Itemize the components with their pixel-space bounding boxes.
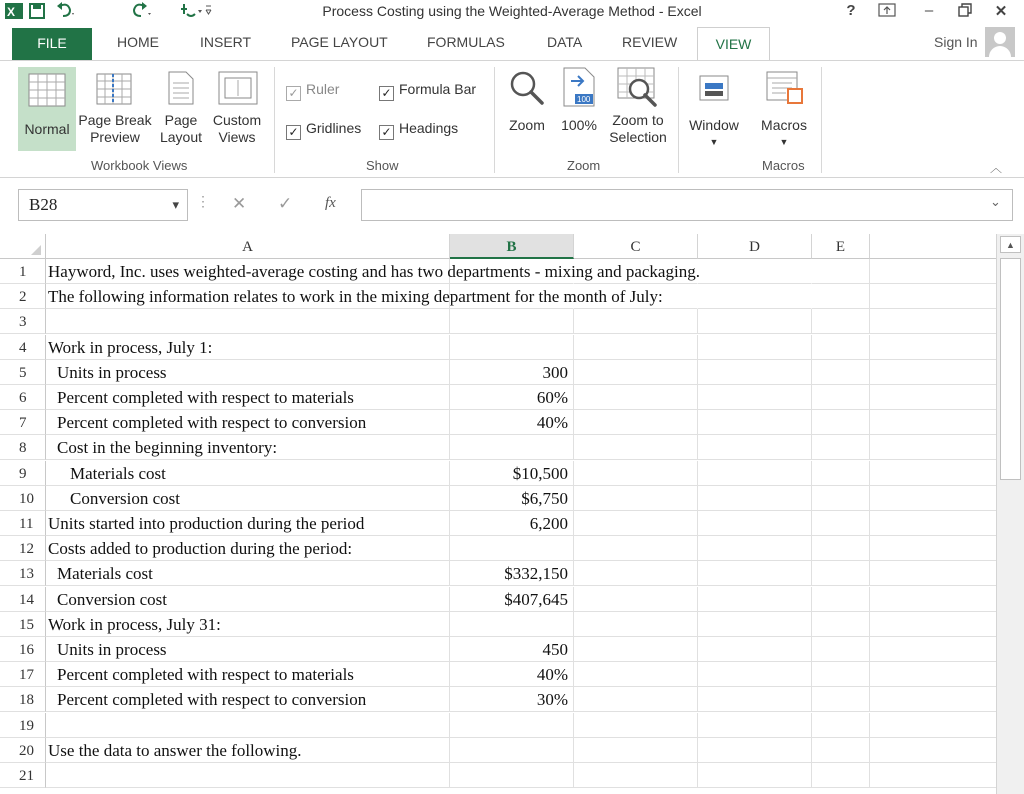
row-header[interactable]: 10 — [0, 486, 46, 511]
ribbon-tabs — [0, 26, 1024, 60]
cell-f[interactable] — [870, 612, 996, 637]
cell-e[interactable] — [812, 309, 870, 334]
row-header[interactable]: 14 — [0, 587, 46, 612]
cell-e[interactable] — [812, 536, 870, 561]
cell-e[interactable] — [812, 486, 870, 511]
table-row — [0, 461, 996, 486]
row-header[interactable]: 8 — [0, 435, 46, 460]
group-divider — [821, 67, 822, 173]
column-header-e[interactable]: E — [812, 234, 870, 259]
cell-d[interactable] — [698, 461, 812, 486]
cell-d[interactable] — [698, 738, 812, 763]
page-break-preview-label[interactable]: Page Break Preview — [78, 112, 152, 145]
table-row — [0, 687, 996, 712]
collapse-ribbon-chevron-up-icon[interactable]: ︿ — [990, 161, 1003, 175]
cell-c[interactable] — [574, 410, 698, 435]
svg-text:100: 100 — [577, 95, 591, 104]
macros-button[interactable]: Macros ▼ — [761, 117, 807, 147]
formula-bar — [0, 178, 1024, 234]
cell-b[interactable] — [450, 335, 574, 360]
table-row — [0, 410, 996, 435]
cell-f[interactable] — [870, 385, 996, 410]
title-bar — [0, 0, 1024, 26]
cell-e[interactable] — [812, 385, 870, 410]
normal-view-icon — [28, 73, 66, 107]
row-header[interactable]: 12 — [0, 536, 46, 561]
column-header-c[interactable]: C — [574, 234, 698, 259]
table-row — [0, 284, 996, 309]
cell-b[interactable] — [450, 309, 574, 334]
cell-e[interactable] — [812, 435, 870, 460]
cell-e[interactable] — [812, 410, 870, 435]
custom-views-label[interactable]: Custom Views — [212, 112, 262, 145]
cell-b[interactable]: $6,750 — [450, 486, 574, 511]
cell-d[interactable] — [698, 435, 812, 460]
table-row — [0, 738, 996, 763]
cell-d[interactable] — [698, 486, 812, 511]
zoom-100-icon[interactable] — [563, 67, 595, 107]
row-header[interactable]: 19 — [0, 713, 46, 738]
cell-a[interactable]: Materials cost — [46, 561, 450, 586]
cell-d[interactable] — [698, 536, 812, 561]
gridlines-checkbox[interactable]: ✓ Gridlines — [286, 120, 361, 140]
cell-e[interactable] — [812, 713, 870, 738]
table-row — [0, 637, 996, 662]
row-header[interactable]: 11 — [0, 511, 46, 536]
cell-d[interactable] — [698, 612, 812, 637]
zoom-to-selection-icon[interactable] — [617, 67, 661, 107]
cell-f[interactable] — [870, 435, 996, 460]
cell-f[interactable] — [870, 587, 996, 612]
row-header[interactable]: 17 — [0, 662, 46, 687]
cell-a[interactable]: Conversion cost — [46, 486, 450, 511]
cell-f[interactable] — [870, 486, 996, 511]
cancel-icon[interactable]: ✕ — [232, 194, 247, 213]
cell-c[interactable] — [574, 687, 698, 712]
table-row — [0, 763, 996, 788]
cell-e[interactable] — [812, 587, 870, 612]
expand-formula-bar-chevron-icon[interactable]: ⌄ — [990, 194, 1001, 209]
cell-b[interactable]: 30% — [450, 687, 574, 712]
cell-e[interactable] — [812, 687, 870, 712]
row-header[interactable]: 7 — [0, 410, 46, 435]
column-header-d[interactable]: D — [698, 234, 812, 259]
cell-f[interactable] — [870, 738, 996, 763]
tab-formulas[interactable]: FORMULAS — [427, 34, 505, 50]
cell-d[interactable] — [698, 511, 812, 536]
cell-f[interactable] — [870, 309, 996, 334]
formula-bar-checkbox[interactable]: ✓ Formula Bar — [379, 81, 476, 101]
table-row — [0, 335, 996, 360]
cell-b[interactable] — [450, 612, 574, 637]
cell-d[interactable] — [698, 335, 812, 360]
cell-a[interactable] — [46, 763, 450, 788]
cell-a[interactable]: Materials cost — [46, 461, 450, 486]
group-divider — [494, 67, 495, 173]
cell-b[interactable] — [450, 763, 574, 788]
window-icon[interactable] — [697, 75, 731, 101]
zoom-to-selection-button[interactable]: Zoom to Selection — [609, 112, 667, 145]
group-label-show: Show — [366, 158, 399, 173]
cell-e[interactable] — [812, 662, 870, 687]
cell-b[interactable] — [450, 738, 574, 763]
vertical-scrollbar[interactable] — [996, 234, 1024, 794]
formula-bar-check-icon: ✓ — [379, 86, 394, 101]
ruler-check-icon: ✓ — [286, 86, 301, 101]
worksheet-grid — [0, 234, 996, 794]
page-break-preview-icon[interactable] — [96, 73, 132, 105]
cell-e[interactable] — [812, 360, 870, 385]
select-all-corner[interactable] — [0, 234, 46, 259]
table-row — [0, 360, 996, 385]
chevron-down-icon[interactable]: ▾ — [172, 197, 179, 212]
minimize-button[interactable]: – — [924, 2, 934, 19]
row-header[interactable]: 20 — [0, 738, 46, 763]
cell-d[interactable] — [698, 360, 812, 385]
cell-e[interactable] — [812, 738, 870, 763]
cell-d[interactable] — [698, 385, 812, 410]
row-header[interactable]: 4 — [0, 335, 46, 360]
cell-f[interactable] — [870, 259, 996, 284]
scroll-thumb[interactable] — [1000, 258, 1021, 480]
zoom-magnifier-icon[interactable] — [508, 69, 546, 107]
tab-insert[interactable]: INSERT — [200, 34, 252, 50]
cell-f[interactable] — [870, 511, 996, 536]
group-divider — [678, 67, 679, 173]
row-header[interactable]: 13 — [0, 561, 46, 586]
normal-label: Normal — [24, 121, 70, 137]
cell-f[interactable] — [870, 410, 996, 435]
table-row — [0, 662, 996, 687]
row-header[interactable]: 5 — [0, 360, 46, 385]
column-header-a[interactable]: A — [46, 234, 450, 259]
custom-views-icon[interactable] — [218, 71, 258, 105]
restore-icon[interactable] — [952, 2, 978, 22]
insert-function-icon[interactable]: fx — [325, 195, 336, 211]
row-header[interactable]: 16 — [0, 637, 46, 662]
tab-view[interactable]: VIEW — [697, 27, 770, 61]
cell-d[interactable] — [698, 561, 812, 586]
table-row — [0, 612, 996, 637]
cell-a[interactable]: The following information relates to work in the mixing department for the month of July: — [46, 284, 450, 309]
sign-in-link[interactable]: Sign In — [934, 34, 978, 50]
cell-f[interactable] — [870, 561, 996, 586]
cell-c[interactable] — [574, 637, 698, 662]
group-label-zoom: Zoom — [567, 158, 601, 173]
help-button[interactable]: ? — [846, 2, 856, 19]
group-divider — [274, 67, 275, 173]
cell-e[interactable] — [812, 511, 870, 536]
cell-a[interactable]: Conversion cost — [46, 587, 450, 612]
tab-file[interactable]: FILE — [12, 28, 92, 60]
cell-a[interactable]: Percent completed with respect to materials — [46, 385, 450, 410]
cell-a[interactable]: Costs added to production during the period: — [46, 536, 450, 561]
tab-page-layout[interactable]: PAGE LAYOUT — [291, 34, 388, 50]
cell-a[interactable]: Units started into production during the period — [46, 511, 450, 536]
cell-a[interactable]: Percent completed with respect to conversion — [46, 410, 450, 435]
row-header[interactable]: 3 — [0, 309, 46, 334]
cell-e[interactable] — [812, 284, 870, 309]
cell-b[interactable] — [450, 536, 574, 561]
table-row — [0, 713, 996, 738]
cell-c[interactable] — [574, 536, 698, 561]
table-row — [0, 536, 996, 561]
cell-b[interactable]: 300 — [450, 360, 574, 385]
cell-c[interactable] — [574, 738, 698, 763]
cell-b[interactable]: $10,500 — [450, 461, 574, 486]
cell-c[interactable] — [574, 561, 698, 586]
page-layout-icon[interactable] — [168, 71, 194, 105]
cell-b[interactable] — [450, 713, 574, 738]
ruler-checkbox[interactable]: ✓ Ruler — [286, 81, 339, 101]
name-box[interactable]: B28 ▾ — [18, 189, 188, 221]
row-header[interactable]: 2 — [0, 284, 46, 309]
cell-d[interactable] — [698, 713, 812, 738]
table-row — [0, 486, 996, 511]
window-title: Process Costing using the Weighted-Average Method - Excel — [322, 3, 702, 19]
cell-a[interactable]: Percent completed with respect to materials — [46, 662, 450, 687]
cell-b[interactable]: 450 — [450, 637, 574, 662]
cell-a[interactable] — [46, 713, 450, 738]
cell-f[interactable] — [870, 461, 996, 486]
cell-c[interactable] — [574, 385, 698, 410]
cell-a[interactable]: Percent completed with respect to conversion — [46, 687, 450, 712]
column-header-b[interactable]: B — [450, 234, 574, 259]
cell-f[interactable] — [870, 713, 996, 738]
column-header-f[interactable] — [870, 234, 996, 259]
avatar[interactable] — [985, 27, 1015, 57]
cell-a[interactable]: Cost in the beginning inventory: — [46, 435, 450, 460]
cell-b[interactable]: 60% — [450, 385, 574, 410]
cell-b[interactable] — [450, 435, 574, 460]
cell-d[interactable] — [698, 687, 812, 712]
window-button[interactable]: Window ▼ — [689, 117, 739, 147]
close-button[interactable]: ✕ — [994, 3, 1008, 20]
cell-c[interactable] — [574, 662, 698, 687]
cell-d[interactable] — [698, 587, 812, 612]
cell-c[interactable] — [574, 713, 698, 738]
cell-c[interactable] — [574, 461, 698, 486]
cell-d[interactable] — [698, 309, 812, 334]
cell-e[interactable] — [812, 259, 870, 284]
cell-c[interactable] — [574, 435, 698, 460]
table-row — [0, 587, 996, 612]
cell-d[interactable] — [698, 284, 812, 309]
cell-c[interactable] — [574, 309, 698, 334]
cell-f[interactable] — [870, 536, 996, 561]
group-label-workbook-views: Workbook Views — [91, 158, 188, 173]
cell-d[interactable] — [698, 259, 812, 284]
cell-a[interactable]: Hayword, Inc. uses weighted-average costing and has two departments - mixing and packaging. — [46, 259, 450, 284]
cell-a[interactable] — [46, 309, 450, 334]
cell-d[interactable] — [698, 763, 812, 788]
more-options-icon[interactable]: ⋮ — [196, 193, 210, 209]
tab-data[interactable]: DATA — [547, 34, 583, 50]
cell-e[interactable] — [812, 763, 870, 788]
cell-c[interactable] — [574, 587, 698, 612]
cell-e[interactable] — [812, 461, 870, 486]
cell-c[interactable] — [574, 360, 698, 385]
cell-c[interactable] — [574, 511, 698, 536]
row-header[interactable]: 18 — [0, 687, 46, 712]
row-header[interactable]: 1 — [0, 259, 46, 284]
cell-d[interactable] — [698, 637, 812, 662]
cell-d[interactable] — [698, 410, 812, 435]
gridlines-check-icon: ✓ — [286, 125, 301, 140]
table-row — [0, 511, 996, 536]
row-header[interactable]: 6 — [0, 385, 46, 410]
scroll-up-arrow-icon[interactable]: ▲ — [1000, 236, 1021, 253]
row-header[interactable]: 9 — [0, 461, 46, 486]
cell-b[interactable]: 6,200 — [450, 511, 574, 536]
cell-c[interactable] — [574, 612, 698, 637]
cell-c[interactable] — [574, 486, 698, 511]
normal-view-button[interactable] — [18, 67, 76, 151]
cell-e[interactable] — [812, 637, 870, 662]
table-row — [0, 309, 996, 334]
table-row — [0, 259, 996, 284]
cell-a[interactable]: Work in process, July 1: — [46, 335, 450, 360]
cell-a[interactable]: Use the data to answer the following. — [46, 738, 450, 763]
cell-d[interactable] — [698, 662, 812, 687]
zoom-button[interactable]: Zoom — [509, 117, 545, 133]
ribbon — [0, 60, 1024, 178]
cell-f[interactable] — [870, 335, 996, 360]
zoom-100-button[interactable]: 100% — [561, 117, 597, 133]
group-label-macros: Macros — [762, 158, 805, 173]
cell-b[interactable]: $407,645 — [450, 587, 574, 612]
tab-review[interactable]: REVIEW — [622, 34, 678, 50]
cell-b[interactable]: 40% — [450, 662, 574, 687]
cell-c[interactable] — [574, 335, 698, 360]
cell-e[interactable] — [812, 561, 870, 586]
cell-a[interactable]: Units in process — [46, 360, 450, 385]
tab-home[interactable]: HOME — [117, 34, 159, 50]
cell-f[interactable] — [870, 637, 996, 662]
cell-f[interactable] — [870, 662, 996, 687]
cell-e[interactable] — [812, 335, 870, 360]
cell-f[interactable] — [870, 687, 996, 712]
cell-f[interactable] — [870, 360, 996, 385]
headings-check-icon: ✓ — [379, 125, 394, 140]
formula-input[interactable] — [361, 189, 1013, 221]
headings-checkbox[interactable]: ✓ Headings — [379, 120, 458, 140]
macros-icon[interactable] — [766, 71, 804, 105]
cell-a[interactable]: Units in process — [46, 637, 450, 662]
table-row — [0, 385, 996, 410]
cell-f[interactable] — [870, 284, 996, 309]
page-layout-label[interactable]: Page Layout — [159, 112, 203, 145]
cell-c[interactable] — [574, 763, 698, 788]
cell-b[interactable]: 40% — [450, 410, 574, 435]
cell-a[interactable]: Work in process, July 31: — [46, 612, 450, 637]
row-header[interactable]: 15 — [0, 612, 46, 637]
row-header[interactable]: 21 — [0, 763, 46, 788]
cell-b[interactable]: $332,150 — [450, 561, 574, 586]
cell-f[interactable] — [870, 763, 996, 788]
ribbon-display-options-icon[interactable] — [874, 2, 900, 22]
table-row — [0, 561, 996, 586]
cell-e[interactable] — [812, 612, 870, 637]
enter-check-icon[interactable]: ✓ — [278, 194, 293, 213]
svg-text:X: X — [7, 5, 16, 19]
table-row — [0, 435, 996, 460]
